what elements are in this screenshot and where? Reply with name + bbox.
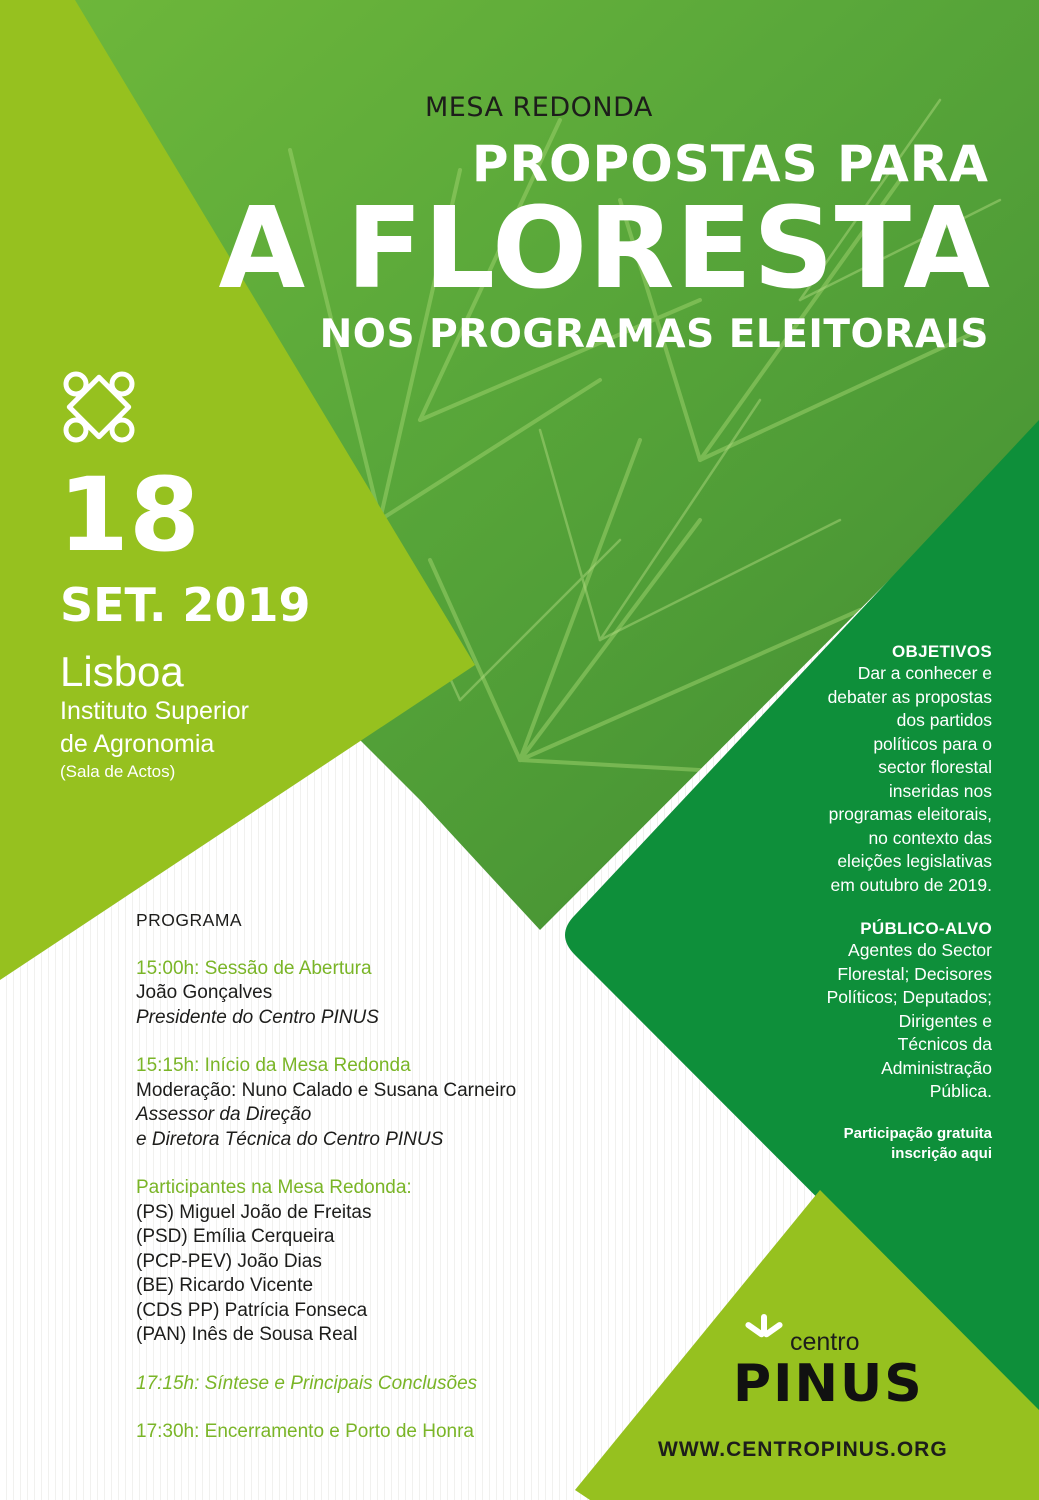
audience-line: Dirigentes e [898, 1010, 992, 1031]
panel-role-2: e Diretora Técnica do Centro PINUS [136, 1128, 444, 1150]
venue-line-2: de Agronomia [60, 730, 215, 758]
registration-link[interactable]: inscrição aqui [891, 1144, 992, 1162]
participant: (PCP-PEV) João Dias [136, 1250, 322, 1272]
objectives-line: políticos para o [873, 733, 992, 754]
objectives-line: programas eleitorais, [828, 804, 992, 824]
participants-heading: Participantes na Mesa Redonda: [136, 1177, 412, 1198]
audience-heading: PÚBLICO-ALVO [860, 919, 992, 938]
synthesis-item: 17:15h: Síntese e Principais Conclusões [136, 1372, 478, 1394]
title-line-3: NOS PROGRAMAS ELEITORAIS [319, 312, 989, 357]
objectives-text [752, 662, 992, 897]
objectives-heading: OBJETIVOS [891, 642, 992, 661]
event-type-label: MESA REDONDA [425, 92, 653, 123]
event-month-year: SET. 2019 [60, 578, 311, 632]
audience-line: Florestal; Decisores [837, 963, 992, 984]
closing-item: 17:30h: Encerramento e Porto de Honra [136, 1421, 474, 1442]
free-participation-text: Participação gratuita [843, 1124, 992, 1142]
audience-line: Agentes do Sector [848, 940, 992, 960]
objectives-line: dos partidos [896, 710, 992, 730]
event-day: 18 [58, 456, 200, 575]
participant: (PS) Miguel João de Freitas [136, 1201, 372, 1223]
objectives-line: sector florestal [878, 757, 992, 777]
objectives-line: eleições legislativas [837, 851, 992, 871]
objectives-line: inseridas nos [888, 780, 992, 801]
event-city: Lisboa [60, 648, 184, 695]
participant: (PAN) Inês de Sousa Real [136, 1324, 358, 1345]
panel-moderation: Moderação: Nuno Calado e Susana Carneiro [136, 1079, 517, 1101]
venue-room: (Sala de Actos) [60, 762, 176, 781]
panel-role-1: Assessor da Direção [136, 1104, 312, 1125]
opening-role: Presidente do Centro PINUS [136, 1006, 379, 1028]
program-title: PROGRAMA [136, 910, 243, 930]
objectives-line: debater as propostas [827, 686, 992, 707]
objectives-line: no contexto das [868, 827, 992, 848]
panel-time: 15:15h: Início da Mesa Redonda [136, 1055, 411, 1076]
venue-line-1: Instituto Superior [60, 697, 249, 725]
opening-time: 15:00h: Sessão de Abertura [136, 957, 372, 979]
info-panel [752, 642, 992, 1164]
participant: (PSD) Emília Cerqueira [136, 1226, 335, 1247]
objectives-line: em outubro de 2019. [830, 874, 992, 895]
audience-line: Técnicos da [897, 1034, 992, 1054]
audience-line: Políticos; Deputados; [826, 987, 992, 1007]
opening-speaker: João Gonçalves [136, 982, 273, 1003]
audience-line: Pública. [929, 1081, 992, 1101]
participant: (BE) Ricardo Vicente [136, 1275, 314, 1296]
title-line-1: PROPOSTAS PARA [471, 135, 989, 193]
brand-centro: centro [790, 1328, 860, 1356]
audience-line: Administração [881, 1057, 992, 1078]
website-link[interactable]: WWW.CENTROPINUS.ORG [658, 1438, 948, 1461]
program-opening [136, 957, 636, 1031]
title-line-2: A FLORESTA [218, 184, 991, 314]
participant: (CDS PP) Patrícia Fonseca [136, 1299, 368, 1321]
knot-logo-icon [62, 370, 136, 444]
objectives-line: Dar a conhecer e [857, 663, 992, 683]
audience-text [752, 939, 992, 1104]
program-participants [136, 1176, 636, 1348]
program-section [136, 908, 636, 1445]
program-panel [136, 1054, 636, 1152]
brand-pinus: PINUS [733, 1354, 924, 1414]
